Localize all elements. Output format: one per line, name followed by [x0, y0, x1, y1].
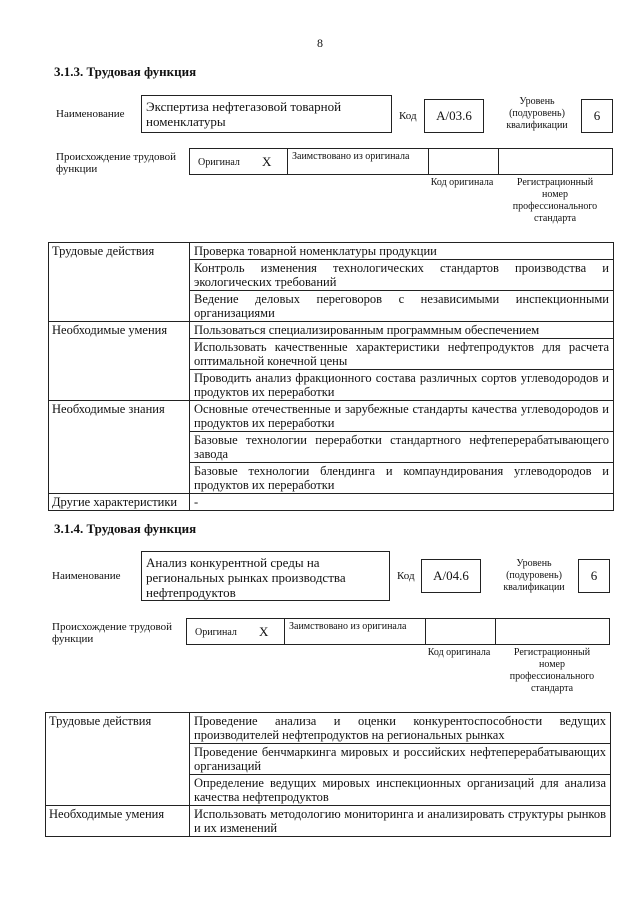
code-original-label: Код оригинала — [427, 647, 491, 658]
table-cell: Базовые технологии переработки стандартного нефтеперерабатывающего завода — [190, 432, 614, 463]
origin-label: Происхождение трудовой функции — [56, 151, 177, 175]
row-label: Необходимые умения — [46, 806, 190, 837]
function-name: Экспертиза нефтегазовой товарной номенклатуры — [141, 95, 392, 133]
table-cell: Базовые технологии блендинга и компаундирования углеводородов и продуктов их переработки — [190, 463, 614, 494]
original-mark: X — [259, 624, 269, 639]
origin-table — [186, 618, 610, 645]
row-label: Трудовые действия — [49, 243, 190, 322]
original-label: Оригинал — [195, 627, 237, 638]
table-row — [49, 322, 614, 339]
row-label: Другие характеристики — [49, 494, 190, 511]
level-value: 6 — [578, 559, 610, 593]
table-cell: Определение ведущих мировых инспекционных организаций для анализа качества нефтепродуктов — [190, 775, 611, 806]
level-value: 6 — [581, 99, 613, 133]
row-label: Необходимые умения — [49, 322, 190, 401]
table-cell: Использовать качественные характеристики нефтепродуктов для расчета оптимальной конечной цены — [190, 339, 614, 370]
table-cell: Проведение анализа и оценки конкурентоспособности ведущих производителей нефтепродуктов на региональных рынках — [190, 713, 611, 744]
table-cell: Пользоваться специализированным программным обеспечением — [190, 322, 614, 339]
table-cell: Проводить анализ фракционного состава различных сортов углеводородов и продуктов их переработки — [190, 370, 614, 401]
table-row — [49, 401, 614, 432]
borrowed-label: Заимствовано из оригинала — [289, 621, 407, 632]
table-cell: Использовать методологию мониторинга и анализировать структуры рынков и их изменений — [190, 806, 611, 837]
table-row — [49, 494, 614, 511]
table-row — [46, 806, 611, 837]
divider — [287, 149, 288, 174]
page-number: 8 — [317, 36, 323, 50]
reg-number-label: Регистрационный номер профессионального стандарта — [512, 177, 598, 224]
divider — [498, 149, 499, 174]
original-mark: X — [262, 154, 272, 169]
level-label: Уровень (подуровень) квалификации — [506, 96, 568, 131]
divider — [428, 149, 429, 174]
table-cell: Проведение бенчмаркинга мировых и российских нефтеперерабатывающих организаций — [190, 744, 611, 775]
code-value: А/04.6 — [421, 559, 481, 593]
divider — [495, 619, 496, 644]
row-label: Трудовые действия — [46, 713, 190, 806]
reg-number-label: Регистрационный номер профессионального стандарта — [509, 647, 595, 694]
table-cell: - — [190, 494, 614, 511]
section-title: 3.1.3. Трудовая функция — [54, 64, 197, 79]
code-label: Код — [397, 570, 415, 582]
table-cell: Контроль изменения технологических стандартов производства и экологических требований — [190, 260, 614, 291]
level-label: Уровень (подуровень) квалификации — [503, 558, 565, 593]
divider — [425, 619, 426, 644]
original-label: Оригинал — [198, 157, 240, 168]
table-row — [46, 713, 611, 744]
name-label: Наименование — [56, 108, 125, 120]
table-cell: Основные отечественные и зарубежные стандарты качества углеводородов и продуктов их переработки — [190, 401, 614, 432]
function-table — [45, 712, 611, 837]
origin-label: Происхождение трудовой функции — [52, 621, 173, 645]
row-label: Необходимые знания — [49, 401, 190, 494]
divider — [284, 619, 285, 644]
table-cell: Проверка товарной номенклатуры продукции — [190, 243, 614, 260]
code-label: Код — [399, 110, 417, 122]
function-name: Анализ конкурентной среды на региональных рынках производства нефтепродуктов — [141, 551, 390, 601]
name-label: Наименование — [52, 570, 121, 582]
table-cell: Ведение деловых переговоров с независимыми инспекционными организациями — [190, 291, 614, 322]
code-value: А/03.6 — [424, 99, 484, 133]
section-title: 3.1.4. Трудовая функция — [54, 521, 197, 536]
table-row — [49, 243, 614, 260]
code-original-label: Код оригинала — [430, 177, 494, 188]
borrowed-label: Заимствовано из оригинала — [292, 151, 410, 162]
function-table — [48, 242, 614, 511]
origin-table — [189, 148, 613, 175]
